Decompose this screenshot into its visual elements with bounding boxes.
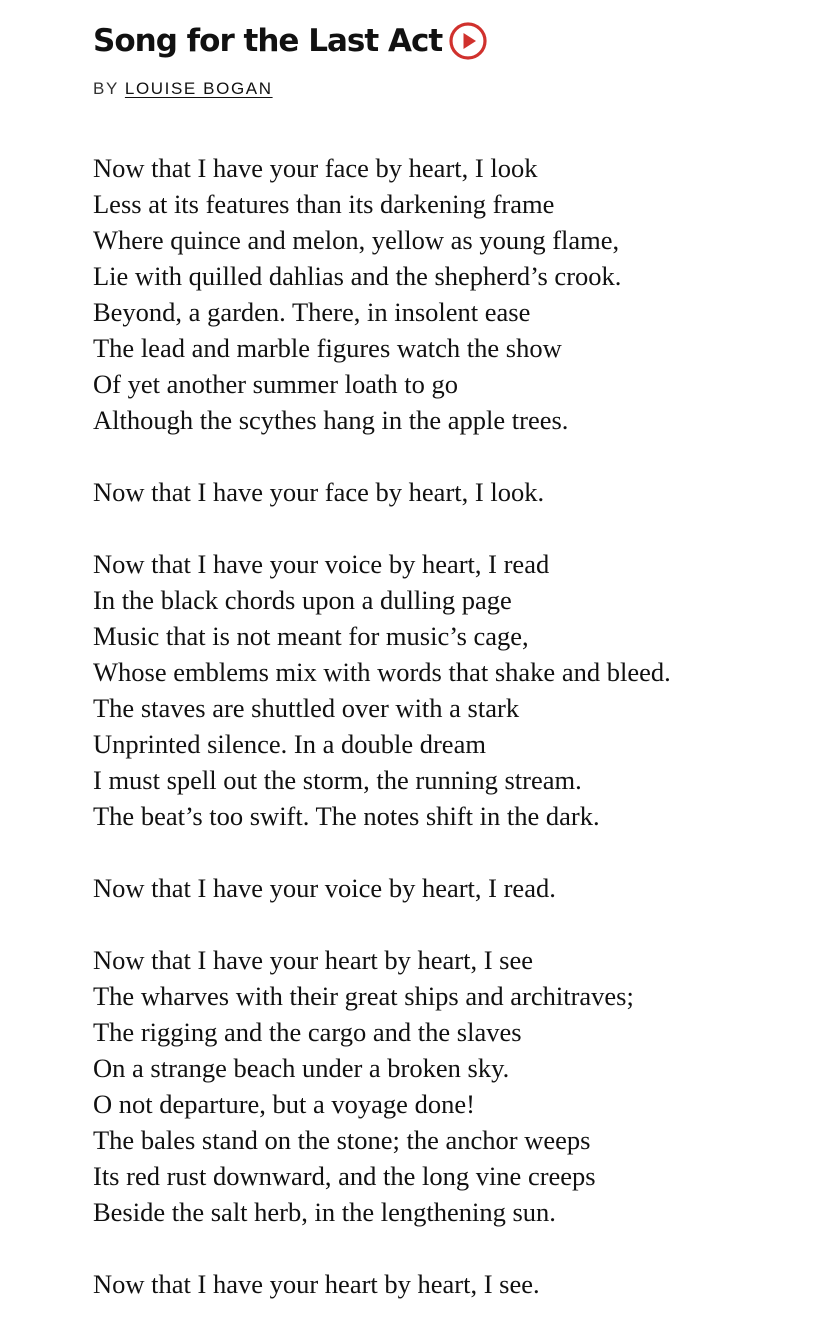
poem-stanza (93, 546, 671, 834)
poem-line: Now that I have your voice by heart, I read. (93, 873, 556, 903)
poem-line: Unprinted silence. In a double dream (93, 729, 486, 759)
poem-line: Beside the salt herb, in the lengthening sun. (93, 1197, 556, 1227)
poem-line: The wharves with their great ships and architraves; (93, 981, 634, 1011)
poem-line: Now that I have your heart by heart, I see (93, 945, 534, 975)
poem-line: O not departure, but a voyage done! (93, 1089, 475, 1119)
poem-line: Now that I have your face by heart, I look (93, 153, 538, 183)
poem-line: Now that I have your voice by heart, I read (93, 549, 550, 579)
byline (93, 79, 273, 99)
poem-line: Music that is not meant for music’s cage, (93, 621, 529, 651)
poem-line: Whose emblems mix with words that shake and bleed. (93, 657, 671, 687)
title-row (93, 19, 487, 63)
byline-prefix: BY (93, 79, 119, 98)
poem-line: Lie with quilled dahlias and the shepherd’s crook. (93, 261, 622, 291)
poem-line: In the black chords upon a dulling page (93, 585, 512, 615)
poem-line: Less at its features than its darkening frame (93, 189, 555, 219)
poem-line: The bales stand on the stone; the anchor weeps (93, 1125, 591, 1155)
poem-line: Now that I have your heart by heart, I see. (93, 1269, 540, 1299)
poem-stanza (93, 870, 671, 906)
poem-line: Of yet another summer loath to go (93, 369, 459, 399)
poem-stanza (93, 150, 671, 438)
poem-title: Song for the Last Act (93, 23, 443, 59)
poem-line: Now that I have your face by heart, I look. (93, 477, 545, 507)
poem-stanza (93, 1266, 671, 1302)
poem-line: The rigging and the cargo and the slaves (93, 1017, 522, 1047)
poem-line: Although the scythes hang in the apple trees. (93, 405, 569, 435)
poem-line: I must spell out the storm, the running stream. (93, 765, 582, 795)
play-circle-icon (449, 22, 487, 60)
poem-line: Its red rust downward, and the long vine creeps (93, 1161, 596, 1191)
poem-line: The lead and marble figures watch the show (93, 333, 562, 363)
poem-line: On a strange beach under a broken sky. (93, 1053, 510, 1083)
poem-stanza (93, 942, 671, 1230)
poem-body (93, 150, 671, 1338)
poem-line: The staves are shuttled over with a stark (93, 693, 520, 723)
poem-stanza (93, 474, 671, 510)
poem-line: The beat’s too swift. The notes shift in the dark. (93, 801, 600, 831)
poem-line: Where quince and melon, yellow as young flame, (93, 225, 620, 255)
play-audio-button[interactable] (449, 22, 487, 60)
poem-line: Beyond, a garden. There, in insolent ease (93, 297, 531, 327)
author-link[interactable]: LOUISE BOGAN (124, 79, 273, 98)
